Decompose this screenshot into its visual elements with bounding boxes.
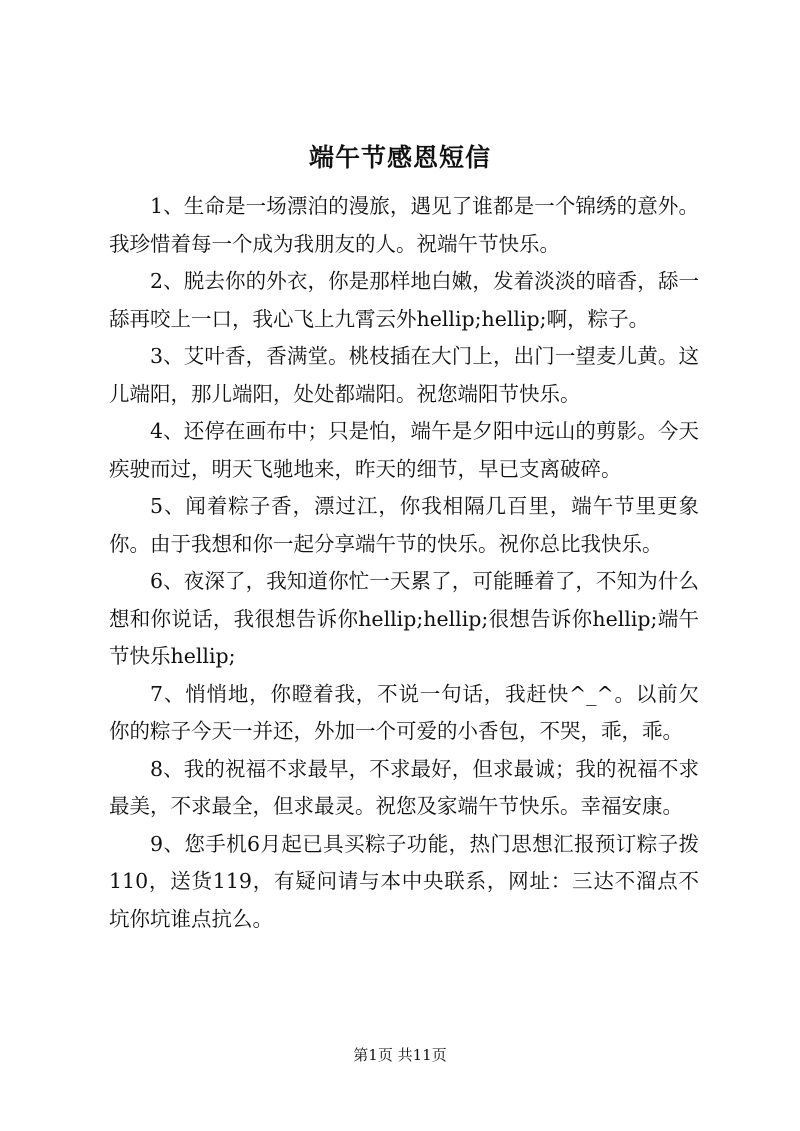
sms-paragraph-8: 8、我的祝福不求最早，不求最好，但求最诚；我的祝福不求最美，不求最全，但求最灵。祝您及家端午节快乐。幸福安康。 (109, 756, 699, 818)
sms-paragraph-1: 1、生命是一场漂泊的漫旅，遇见了谁都是一个锦绣的意外。我珍惜着每一个成为我朋友的人。祝端午节快乐。 (109, 194, 699, 256)
sms-paragraph-7: 7、悄悄地，你瞪着我，不说一句话，我赶快^_^。以前欠你的粽子今天一并还，外加一个可爱的小香包，不哭，乖，乖。 (109, 681, 699, 743)
document-body (109, 188, 699, 938)
sms-paragraph-5: 5、闻着粽子香，漂过江，你我相隔几百里，端午节里更象你。由于我想和你一起分享端午节的快乐。祝你总比我快乐。 (109, 494, 699, 556)
sms-paragraph-2: 2、脱去你的外衣，你是那样地白嫩，发着淡淡的暗香，舔一舔再咬上一口，我心飞上九霄云外hellip;hellip;啊，粽子。 (109, 269, 699, 331)
document-title: 端午节感恩短信 (308, 143, 491, 172)
sms-paragraph-6: 6、夜深了，我知道你忙一天累了，可能睡着了，不知为什么想和你说话，我很想告诉你hellip;hellip;很想告诉你hellip;端午节快乐hellip; (109, 569, 699, 668)
page-number-footer: 第1页 共11页 (353, 1046, 447, 1064)
sms-paragraph-3: 3、艾叶香，香满堂。桃枝插在大门上，出门一望麦儿黄。这儿端阳，那儿端阳，处处都端阳。祝您端阳节快乐。 (109, 344, 699, 406)
sms-paragraph-9: 9、您手机6月起已具买粽子功能，热门思想汇报预订粽子拨110，送货119，有疑问请与本中央联系，网址：三达不溜点不坑你坑谁点抗么。 (109, 831, 699, 931)
sms-paragraph-4: 4、还停在画布中；只是怕，端午是夕阳中远山的剪影。今天疾驶而过，明天飞驰地来，昨天的细节，早已支离破碎。 (109, 419, 699, 481)
